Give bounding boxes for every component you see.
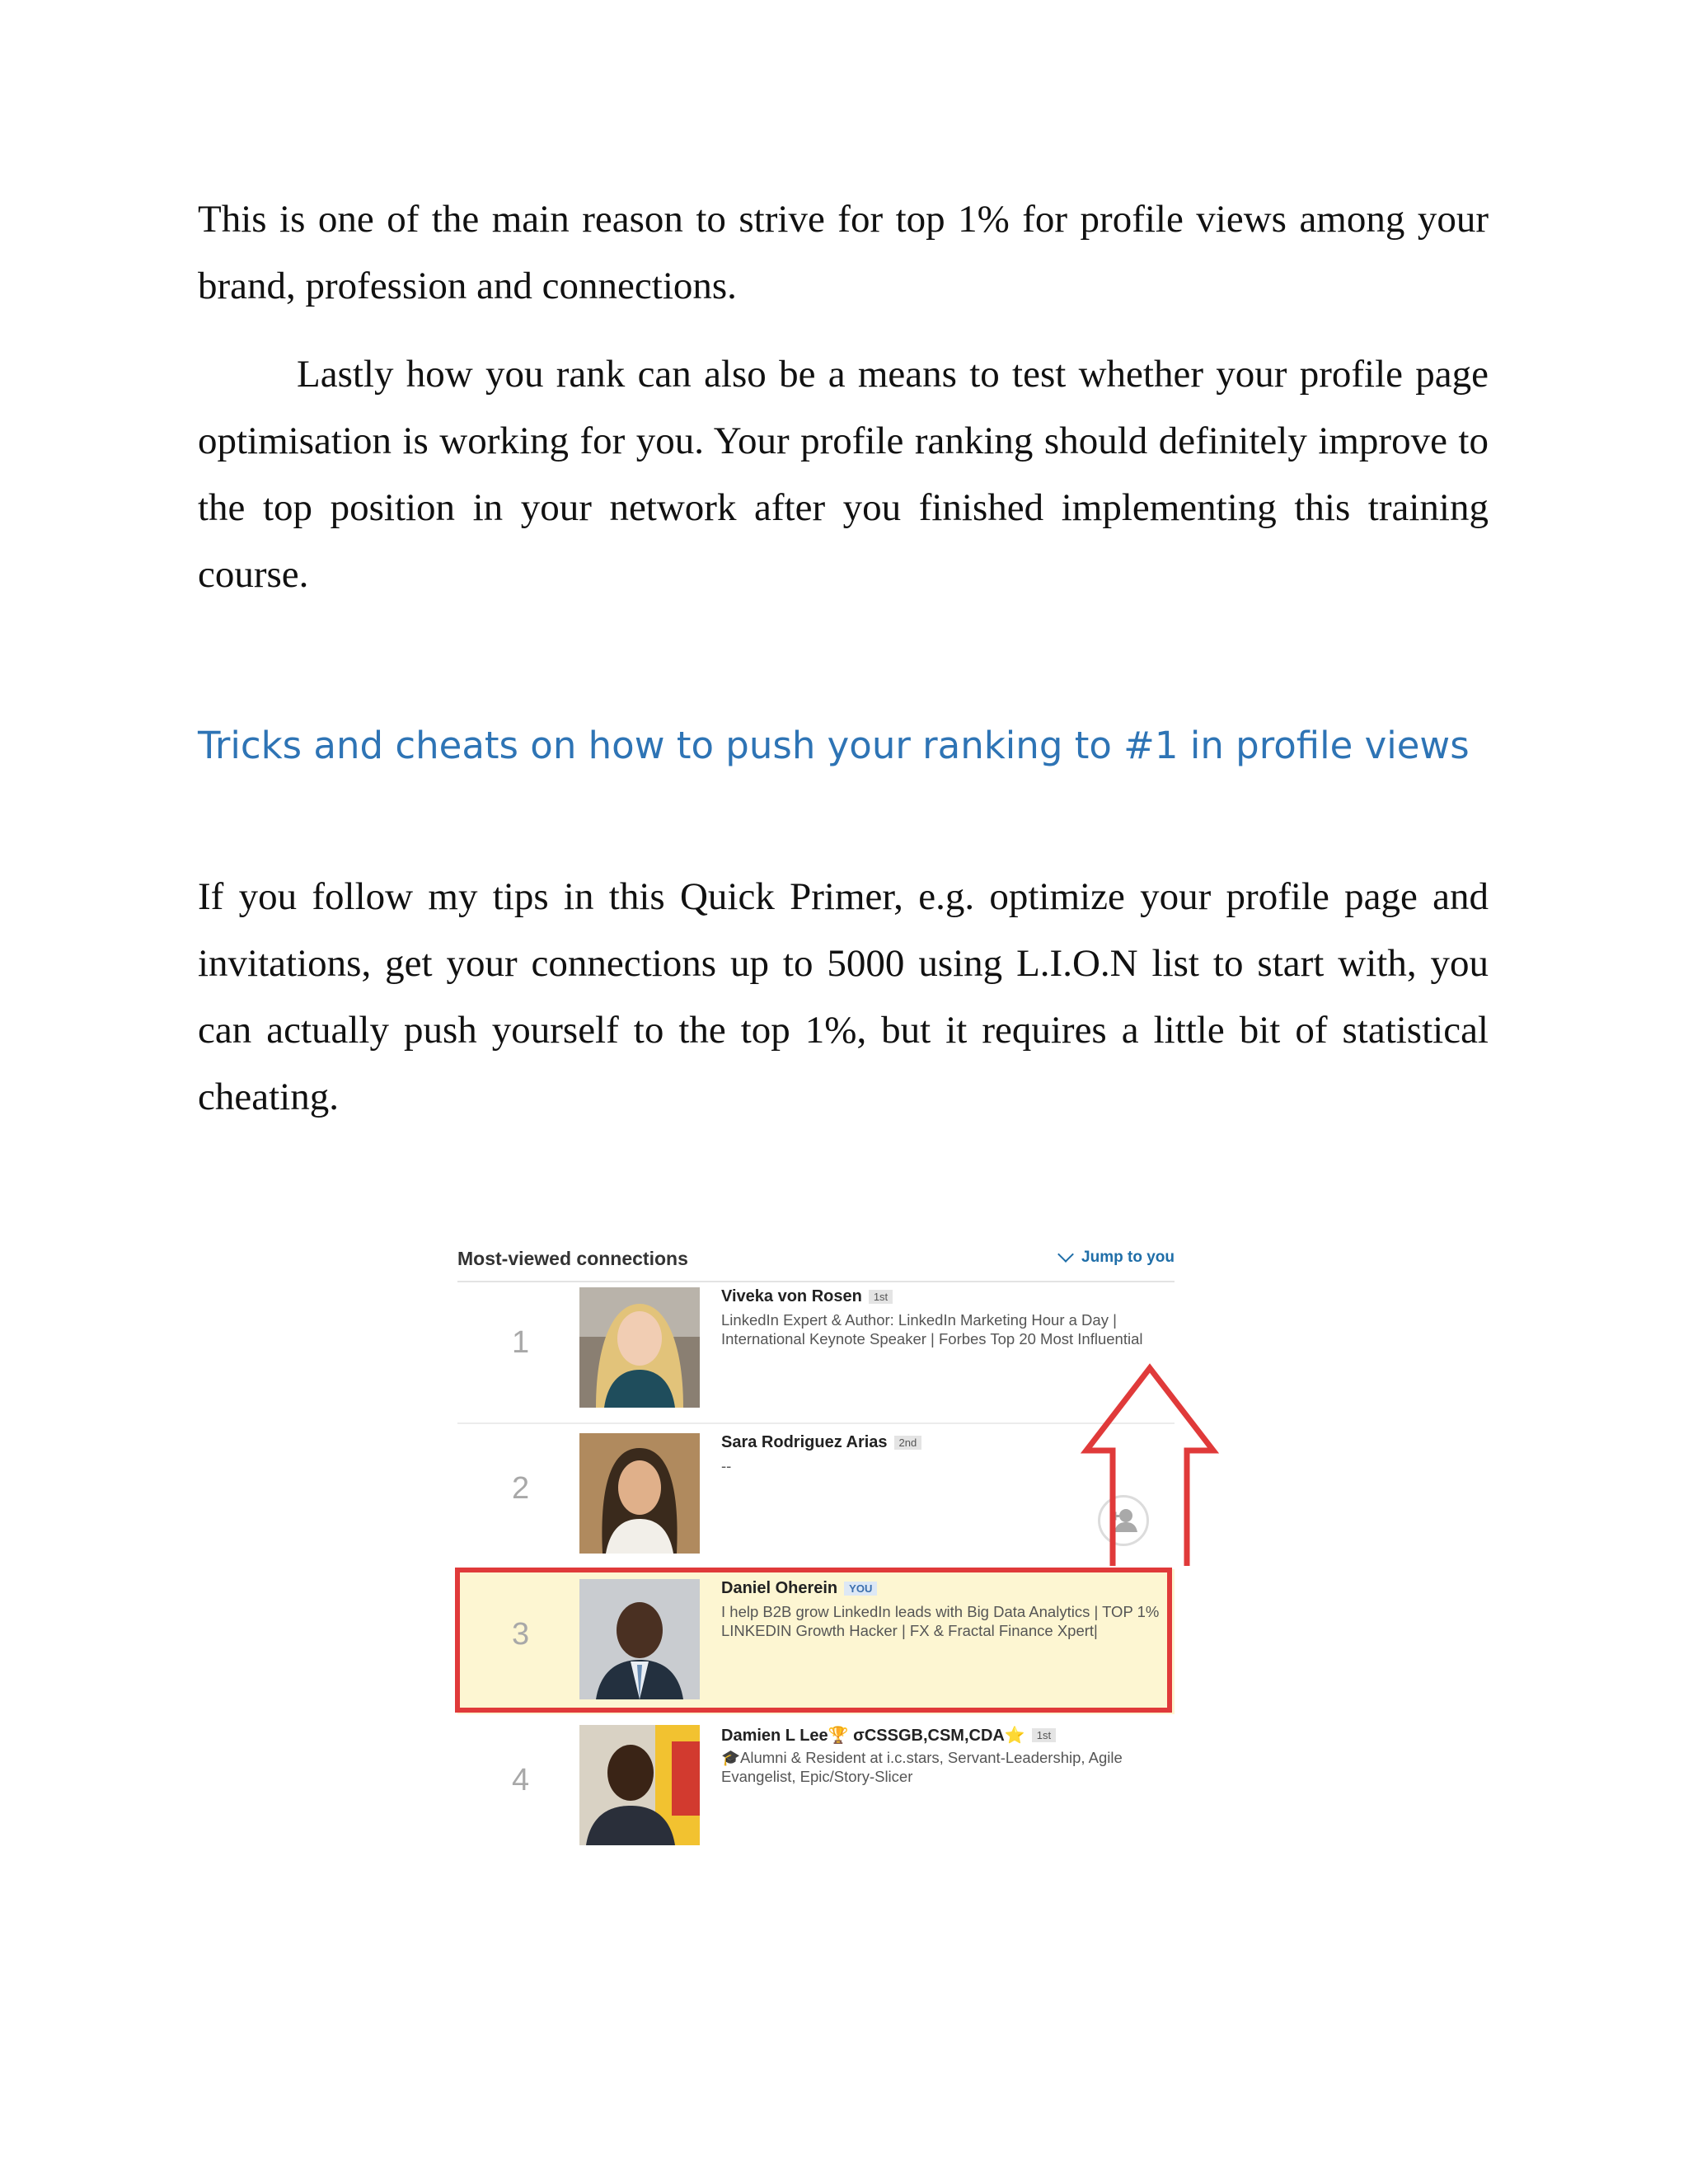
- avatar[interactable]: [579, 1433, 700, 1554]
- connection-headline: --: [721, 1457, 732, 1474]
- jump-to-you-label: Jump to you: [1081, 1249, 1175, 1266]
- most-viewed-connections-screenshot: [429, 1220, 1253, 1871]
- connection-name[interactable]: Viveka von Rosen: [721, 1287, 862, 1305]
- connection-row-3-you[interactable]: [457, 1569, 1175, 1714]
- you-badge: YOU: [844, 1582, 877, 1596]
- avatar[interactable]: [579, 1579, 700, 1699]
- paragraph-1: This is one of the main reason to strive for top 1% for profile views among your brand, profession and connections.: [198, 198, 1489, 307]
- connection-name[interactable]: Daniel Oherein: [721, 1579, 838, 1597]
- connection-name[interactable]: Sara Rodriguez Arias: [721, 1433, 888, 1451]
- rank-number: 3: [512, 1617, 530, 1652]
- connection-row-4[interactable]: [457, 1715, 1175, 1860]
- rank-number: 2: [512, 1471, 530, 1506]
- panel-title: Most-viewed connections: [457, 1248, 688, 1269]
- paragraph-2: Lastly how you rank can also be a means to test whether your profile page optimisation is working for you. Your profile ranking should definitely improve to the top position in your network after you finished implementing this training course.: [198, 353, 1489, 596]
- rank-number: 1: [512, 1325, 530, 1360]
- degree-badge: 1st: [1032, 1728, 1056, 1742]
- degree-badge: 1st: [869, 1290, 893, 1304]
- avatar[interactable]: [579, 1725, 700, 1845]
- up-arrow-icon: [1080, 1360, 1220, 1574]
- rank-number: 4: [512, 1763, 530, 1797]
- avatar[interactable]: [579, 1287, 700, 1408]
- connection-headline: 🎓Alumni & Resident at i.c.stars, Servant-Leadership, Agile Evangelist, Epic/Story-Slicer: [721, 1749, 1123, 1785]
- connection-row-1[interactable]: [457, 1277, 1175, 1424]
- connection-row-2[interactable]: [457, 1423, 1175, 1568]
- paragraph-3: If you follow my tips in this Quick Primer, e.g. optimize your profile page and invitations, get your connections up to 5000 using L.I.O.N list to start with, you can actually push yourself to the top 1%, but it requires a little bit of statistical cheating.: [198, 875, 1489, 1118]
- chevron-down-icon: [1057, 1246, 1074, 1263]
- connection-headline: I help B2B grow LinkedIn leads with Big Data Analytics | TOP 1% LINKEDIN Growth Hacker | FX & Fractal Finance Xpert|: [721, 1603, 1160, 1639]
- section-heading: Tricks and cheats on how to push your ranking to #1 in profile views: [198, 724, 1470, 767]
- jump-to-you-link[interactable]: [1060, 1249, 1175, 1267]
- connection-name[interactable]: Damien L Lee🏆 σCSSGB,CSM,CDA⭐: [721, 1727, 1025, 1745]
- connection-headline: LinkedIn Expert & Author: LinkedIn Marketing Hour a Day | International Keynote Speaker | Forbes Top 20 Most Influential: [721, 1311, 1143, 1347]
- degree-badge: 2nd: [894, 1436, 922, 1450]
